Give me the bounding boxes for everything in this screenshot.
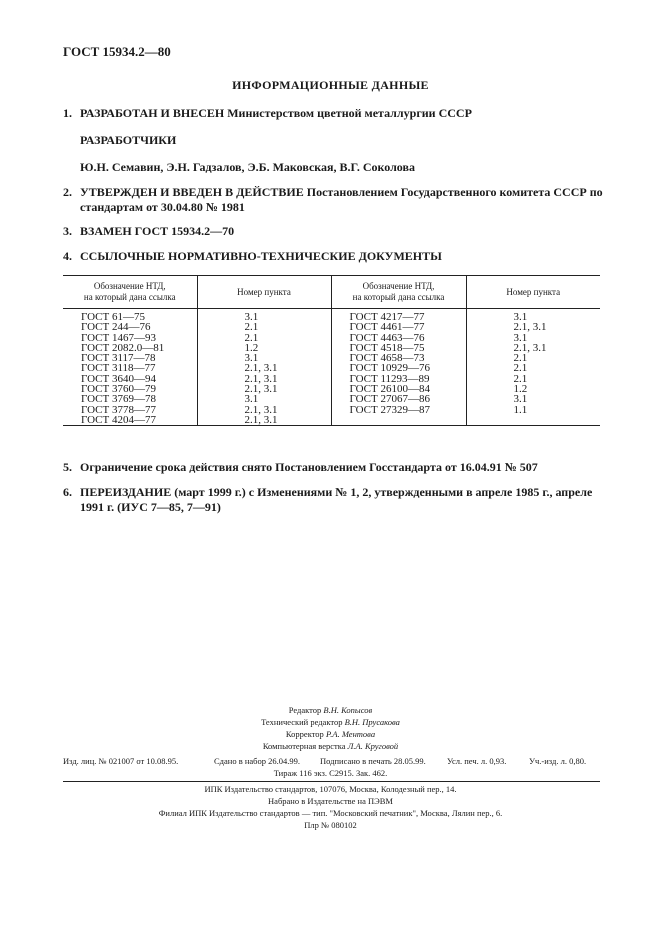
- cell-point-left: 2.1, 3.1: [197, 363, 331, 373]
- cell-point-right: [466, 415, 600, 426]
- publisher-line-1: ИПК Издательство стандартов, 107076, Москва, Колодезный пер., 14.: [204, 784, 457, 794]
- imprint-print-sheets: Усл. печ. л. 0,93.: [447, 756, 507, 766]
- cell-point-right: 1.2: [466, 384, 600, 394]
- cell-point-left: 3.1: [197, 353, 331, 363]
- section-3-number: 3.: [63, 224, 72, 238]
- cell-doc-right: ГОСТ 4217—77: [331, 312, 466, 322]
- cell-doc-left: ГОСТ 3778—77: [81, 403, 156, 416]
- credit-corrector: Корректор Р.А. Ментова: [285, 729, 376, 739]
- section-5-text: Ограничение срока действия снято Постановлением Госстандарта от 16.04.91 № 507: [80, 460, 538, 474]
- publisher-block: [0, 783, 661, 831]
- section-3: [63, 224, 234, 239]
- cell-doc-left: ГОСТ 1467—93: [81, 331, 156, 344]
- cell-doc-right: ГОСТ 26100—84: [331, 384, 466, 394]
- cell-doc-left: ГОСТ 3640—94: [81, 372, 156, 385]
- cell-point-right: 2.1, 3.1: [466, 322, 600, 332]
- cell-doc-left: ГОСТ 4204—77: [63, 415, 197, 426]
- imprint-run: Тираж 116 экз. С2915. Зак. 462.: [273, 768, 388, 778]
- section-6-text: (март 1999 г.) с Изменениями № 1, 2, утвержденными в апреле 1985 г., апреле: [171, 485, 593, 499]
- table-header-row: [63, 276, 600, 309]
- cell-point-left: 2.1: [197, 322, 331, 332]
- cell-doc-right: ГОСТ 27067—86: [331, 394, 466, 404]
- header-doc-left: Обозначение НТД, на который дана ссылка: [63, 276, 197, 309]
- cell-point-left: 1.2: [197, 343, 331, 353]
- credit-layout: Компьютерная верстка Л.А. Круговой: [262, 741, 399, 751]
- cell-doc-right: ГОСТ 10929—76: [331, 363, 466, 373]
- cell-doc-right: ГОСТ 11293—89: [331, 374, 466, 384]
- cell-doc-right: ГОСТ 4463—76: [331, 333, 466, 343]
- cell-point-right: 2.1, 3.1: [466, 343, 600, 353]
- section-6: [63, 485, 592, 500]
- cell-point-left: 2.1, 3.1: [197, 384, 331, 394]
- cell-point-right: 3.1: [466, 312, 600, 322]
- imprint-signed: Подписано в печать 28.05.99.: [320, 756, 426, 766]
- divider: [63, 781, 600, 782]
- cell-doc-right: ГОСТ 4518—75: [331, 343, 466, 353]
- section-2: [63, 185, 603, 200]
- section-2-caps: УТВЕРЖДЕН И ВВЕДЕН В ДЕЙСТВИЕ: [80, 185, 304, 199]
- page-title: ИНФОРМАЦИОННЫЕ ДАННЫЕ: [232, 78, 429, 92]
- section-2-number: 2.: [63, 185, 72, 199]
- section-4-number: 4.: [63, 249, 72, 263]
- publisher-line-3: Филиал ИПК Издательство стандартов — тип. "Московский печатник", Москва, Лялин пер., 6.: [158, 808, 503, 818]
- developers-label: РАЗРАБОТЧИКИ: [80, 133, 177, 147]
- header-point-right: Номер пункта: [466, 276, 600, 309]
- section-2-line2: стандартам от 30.04.80 № 1981: [80, 200, 245, 214]
- section-4: [63, 249, 442, 264]
- cell-point-right: 2.1: [466, 363, 600, 373]
- reference-table: [63, 275, 600, 426]
- cell-doc-left: ГОСТ 3118—77: [81, 362, 156, 375]
- cell-point-left: 3.1: [197, 312, 331, 322]
- cell-point-right: 3.1: [466, 333, 600, 343]
- section-5: [63, 460, 538, 475]
- section-1-number: 1.: [63, 106, 72, 120]
- imprint-typeset: Сдано в набор 26.04.99.: [214, 756, 300, 766]
- section-1-caps: РАЗРАБОТАН И ВНЕСЕН: [80, 106, 225, 120]
- cell-point-right: 2.1: [466, 353, 600, 363]
- section-6-number: 6.: [63, 485, 72, 499]
- cell-doc-right: ГОСТ 27329—87: [331, 405, 466, 415]
- cell-doc-left: ГОСТ 61—75: [81, 311, 145, 323]
- imprint-license: Изд. лиц. № 021007 от 10.08.95.: [63, 756, 179, 766]
- section-5-number: 5.: [63, 460, 72, 474]
- imprint-pub-sheets: Уч.-изд. л. 0,80.: [529, 756, 587, 766]
- credits-block: [0, 704, 661, 752]
- section-6-line2: 1991 г. (ИУС 7—85, 7—91): [80, 500, 221, 514]
- cell-point-right: 1.1: [466, 405, 600, 415]
- section-4-caps: ССЫЛОЧНЫЕ НОРМАТИВНО-ТЕХНИЧЕСКИЕ ДОКУМЕНТЫ: [80, 249, 442, 263]
- section-2-text: Постановлением Государственного комитета СССР по: [303, 185, 603, 199]
- section-1: [63, 106, 472, 121]
- credit-editor: Редактор В.Н. Копысов: [288, 705, 373, 715]
- cell-point-left: 2.1, 3.1: [197, 405, 331, 415]
- publisher-line-2: Набрано в Издательстве на ПЭВМ: [268, 796, 393, 806]
- cell-doc-left: ГОСТ 244—76: [81, 321, 151, 334]
- cell-point-left: 2.1: [197, 333, 331, 343]
- cell-point-right: 2.1: [466, 374, 600, 384]
- publisher-line-4: Плр № 080102: [304, 820, 357, 830]
- developers-list: Ю.Н. Семавин, Э.Н. Гадзалов, Э.Б. Маковская, В.Г. Соколова: [80, 160, 415, 174]
- cell-doc-left: ГОСТ 3769—78: [81, 393, 156, 406]
- cell-doc-left: ГОСТ 3117—78: [81, 352, 156, 365]
- cell-doc-right: [331, 415, 466, 426]
- header-point-left: Номер пункта: [197, 276, 331, 309]
- cell-point-left: 2.1, 3.1: [197, 415, 331, 426]
- cell-point-left: 2.1, 3.1: [197, 374, 331, 384]
- cell-doc-right: ГОСТ 4658—73: [331, 353, 466, 363]
- cell-doc-right: ГОСТ 4461—77: [331, 322, 466, 332]
- table-body: [63, 309, 600, 426]
- document-code: ГОСТ 15934.2—80: [63, 44, 171, 59]
- credit-tech-editor: Технический редактор В.Н. Прусакова: [261, 717, 400, 727]
- header-doc-right: Обозначение НТД, на который дана ссылка: [331, 276, 466, 309]
- cell-doc-left: ГОСТ 3760—79: [81, 383, 156, 396]
- section-3-caps: ВЗАМЕН ГОСТ 15934.2—70: [80, 224, 235, 238]
- cell-point-right: 3.1: [466, 394, 600, 404]
- table-row: [63, 415, 600, 426]
- cell-point-left: 3.1: [197, 394, 331, 404]
- cell-doc-left: ГОСТ 2082.0—81: [81, 341, 165, 354]
- section-6-caps: ПЕРЕИЗДАНИЕ: [80, 485, 172, 499]
- section-1-text: Министерством цветной металлургии СССР: [224, 106, 472, 120]
